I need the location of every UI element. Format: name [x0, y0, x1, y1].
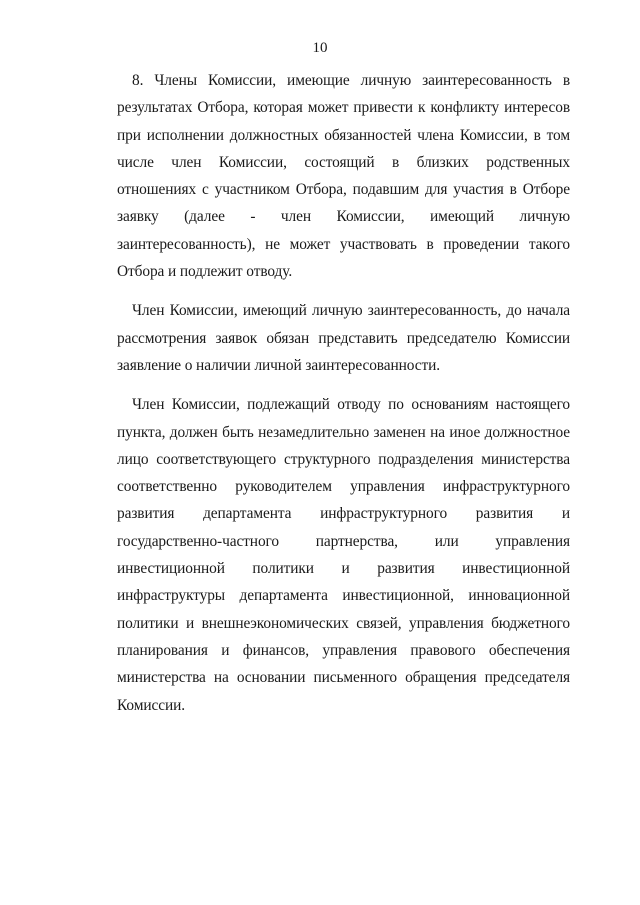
- document-body: [117, 67, 570, 719]
- paragraph-item-8: 8. Члены Комиссии, имеющие личную заинтересованность в результатах Отбора, которая может привести к конфликту интересов при исполнении должностных обязанностей члена Комиссии, в том числе член Комиссии, состоящий в близких родственных отношениях с участником Отбора, подавшим для участия в Отборе заявку (далее - член Комиссии, имеющий личную заинтересованность), не может участвовать в проведении такого Отбора и подлежит отводу.: [117, 72, 570, 281]
- paragraph-disclosure-obligation: Член Комиссии, имеющий личную заинтересованность, до начала рассмотрения заявок обязан представить председателю Комиссии заявление о наличии личной заинтересованности.: [117, 302, 570, 374]
- paragraph-member-replacement: Член Комиссии, подлежащий отводу по основаниям настоящего пункта, должен быть незамедлительно заменен на иное должностное лицо соответствующего структурного подразделения министерства соответственно руководителем управления инфраструктурного развития департамента инфраструктурного развития и государственно-частного партнерства, или управления инвестиционной политики и развития инвестиционной инфраструктуры департамента инвестиционной, инновационной политики и внешнеэкономических связей, управления бюджетного планирования и финансов, управления правового обеспечения министерства на основании письменного обращения председателя Комиссии.: [117, 396, 570, 714]
- page-number: 10: [312, 40, 328, 56]
